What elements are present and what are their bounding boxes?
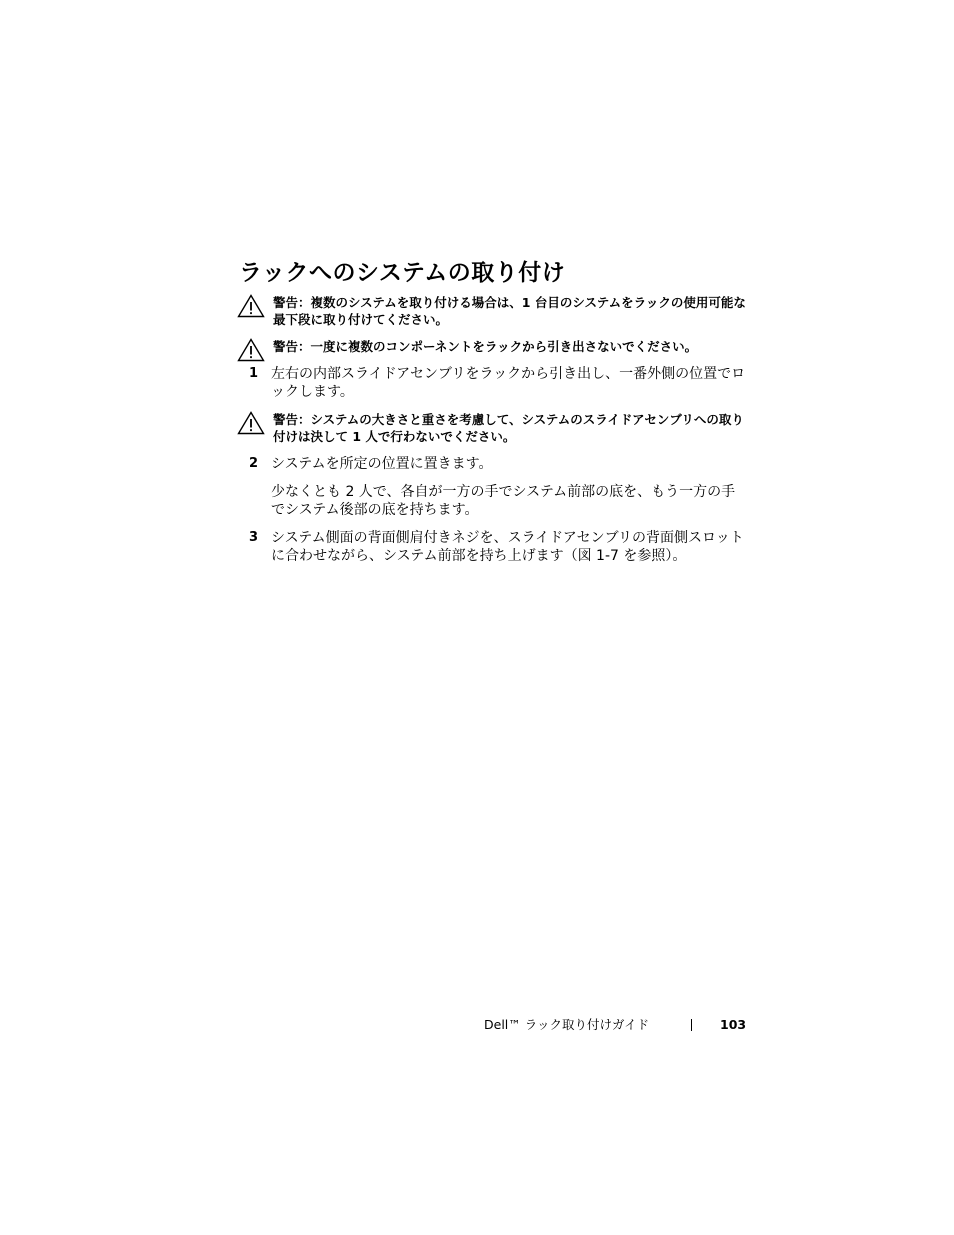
page-footer xyxy=(484,1016,747,1034)
step-number: 1 xyxy=(249,366,259,381)
warning-label: 警告： xyxy=(273,412,311,427)
step-text: システムを所定の位置に置きます。 xyxy=(271,456,493,472)
page-content xyxy=(237,258,747,575)
page-number: 103 xyxy=(720,1017,747,1032)
step-1 xyxy=(237,365,747,401)
warning-label: 警告： xyxy=(273,339,311,354)
step-2-note: 少なくとも 2 人で、各自が一方の手でシステム前部の底を、もう一方の手でシステム後部の底を持ちます。 xyxy=(271,484,736,518)
step-2 xyxy=(237,455,747,473)
step-text: 左右の内部スライドアセンブリをラックから引き出し、一番外側の位置でロックします。 xyxy=(271,366,746,400)
footer-separator xyxy=(691,1019,692,1031)
warning-text: システムの大きさと重さを考慮して、システムのスライドアセンブリへの取り付けは決して 1 人で行わないでください。 xyxy=(273,412,744,444)
footer-title: Dell™ ラック取り付けガイド xyxy=(484,1017,650,1032)
warning-1 xyxy=(237,294,747,328)
warning-label: 警告： xyxy=(273,295,311,310)
page-title: ラックへのシステムの取り付け xyxy=(239,260,566,286)
warning-triangle-icon xyxy=(237,411,265,435)
warning-2 xyxy=(237,338,747,355)
step-3 xyxy=(237,529,747,565)
warning-triangle-icon xyxy=(237,294,265,318)
step-number: 2 xyxy=(249,456,259,471)
step-number: 3 xyxy=(249,530,259,545)
warning-text: 複数のシステムを取り付ける場合は、1 台目のシステムをラックの使用可能な最下段に取り付けてください。 xyxy=(273,295,746,327)
warning-text: 一度に複数のコンポーネントをラックから引き出さないでください。 xyxy=(310,339,698,354)
warning-triangle-icon xyxy=(237,338,265,362)
warning-3 xyxy=(237,411,747,445)
step-text: システム側面の背面側肩付きネジを、スライドアセンブリの背面側スロットに合わせながら、システム前部を持ち上げます（図 1-7 を参照）。 xyxy=(271,530,744,564)
